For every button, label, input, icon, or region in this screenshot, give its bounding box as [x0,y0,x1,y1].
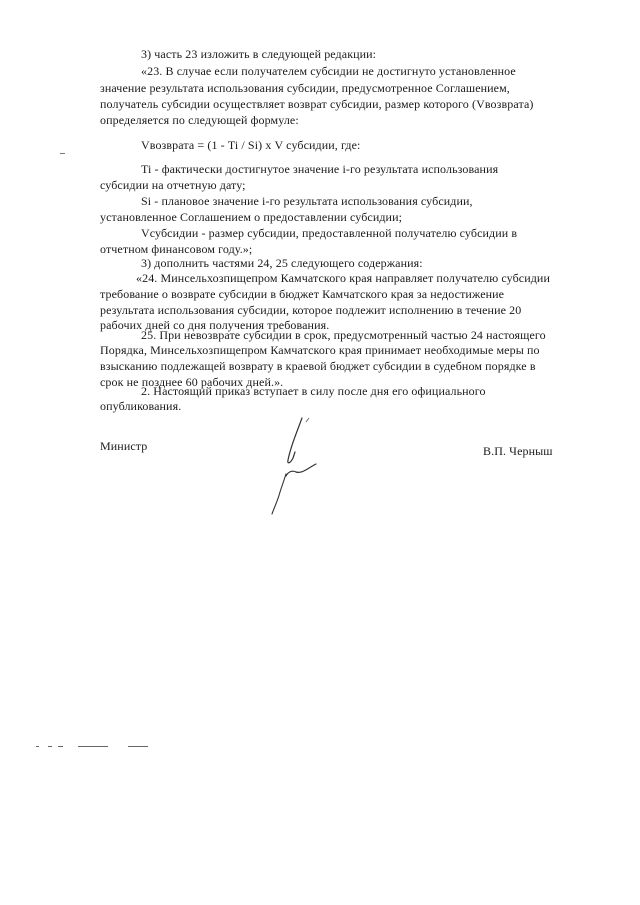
paragraph-line: установленное Соглашением о предоставлении субсидии; [100,210,403,224]
paragraph-line: получатель субсидии осуществляет возврат субсидии, размер которого (Vвозврата) [100,97,534,111]
paragraph-line: 2. Настоящий приказ вступает в силу после дня его официального [141,384,486,398]
paragraph-line: «24. Минсельхозпищепром Камчатского края направляет получателю субсидии [136,271,550,285]
paragraph-line [141,226,587,240]
paragraph-line: «23. В случае если получателем субсидии не достигнуто установленное [141,64,516,78]
handwritten-signature [262,416,332,516]
paragraph-line: результата использования субсидии, которое подлежит исполнению в течение 20 [100,303,522,317]
paragraph-line: требование о возврате субсидии в бюджет Камчатского края за недостижение [100,287,505,301]
paragraph-line: определяется по следующей формуле: [100,113,299,127]
paragraph-line: Ti - фактически достигнутое значение i-го результата использования [141,162,499,176]
line-text: Vсубсидии - размер субсидии, предоставленной получателю субсидии в [141,226,518,240]
paragraph-line: отчетном финансовом году.»; [100,242,253,256]
paragraph-line: субсидии на отчетную дату; [100,178,246,192]
paragraph-line: 25. При невозврате субсидии в срок, предусмотренный частью 24 настоящего [141,328,546,342]
scan-artifacts [36,744,166,750]
paragraph-line: Порядка, Минсельхозпищепром Камчатского края принимает необходимые меры по [100,343,540,357]
paragraph-line: 3) часть 23 изложить в следующей редакции: [141,47,377,61]
paragraph-line: взысканию подлежащей возврату в краевой бюджет субсидии в судебном порядке в [100,359,536,373]
signature-title: Министр [100,439,148,453]
signature-name: В.П. Черныш [483,444,553,458]
paragraph-line: срок не позднее 60 рабочих дней.». [100,375,284,389]
formula-line: Vвозврата = (1 - Ti / Si) х V субсидии, где: [141,138,361,152]
paragraph-line: 3) дополнить частями 24, 25 следующего содержания: [141,256,423,270]
paragraph-line: опубликования. [100,399,182,413]
paragraph-line: Si - плановое значение i-го результата использования субсидии, [141,194,473,208]
paragraph-line: значение результата использования субсидии, предусмотренное Соглашением, [100,81,510,95]
scan-dot [60,152,66,156]
paragraph-line: рабочих дней со дня получения требования. [100,318,330,332]
